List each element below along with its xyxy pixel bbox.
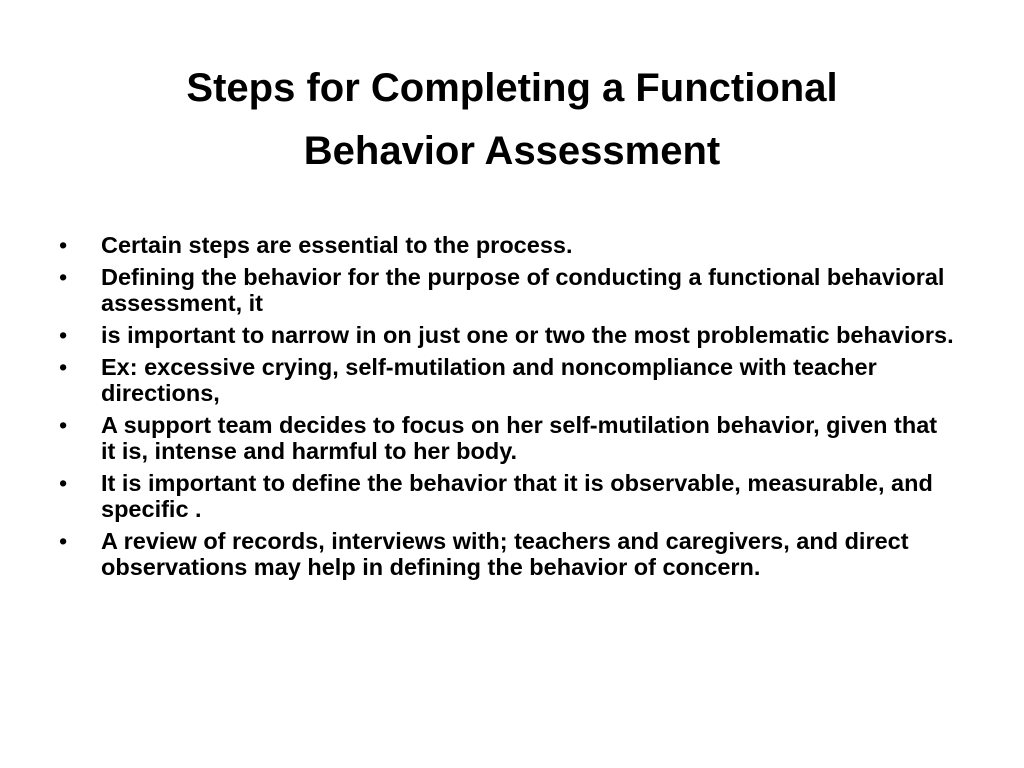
bullet-dot-icon: • — [59, 322, 68, 348]
slide-title-line-2: Behavior Assessment — [303, 128, 721, 173]
bullet-dot-icon: • — [59, 412, 68, 438]
bullet-dot-icon: • — [59, 232, 68, 258]
bullet-text-3: is important to narrow in on just one or two the most problematic behaviors. — [101, 322, 954, 348]
bullet-item-7 — [55, 528, 955, 580]
bullet-text-5: A support team decides to focus on her self-mutilation behavior, given that it is, intense and harmful to her body. — [101, 412, 938, 464]
bullet-item-2 — [55, 264, 955, 316]
bullet-item-3 — [55, 322, 955, 348]
bullet-item-6 — [55, 470, 955, 522]
bullet-dot-icon: • — [59, 470, 68, 496]
bullet-dot-icon: • — [59, 264, 68, 290]
bullet-list — [55, 232, 955, 586]
bullet-item-5 — [55, 412, 955, 464]
bullet-item-4 — [55, 354, 955, 406]
bullet-text-1: Certain steps are essential to the process. — [101, 232, 573, 258]
slide-title-line-1: Steps for Completing a Functional — [186, 65, 838, 110]
bullet-text-4: Ex: excessive crying, self-mutilation and noncompliance with teacher directions, — [101, 354, 877, 406]
slide-title — [0, 57, 1024, 183]
bullet-text-2: Defining the behavior for the purpose of conducting a functional behavioral assessment, it — [101, 264, 945, 316]
bullet-dot-icon: • — [59, 354, 68, 380]
bullet-text-6: It is important to define the behavior that it is observable, measurable, and specific . — [101, 470, 933, 522]
bullet-item-1 — [55, 232, 955, 258]
bullet-text-7: A review of records, interviews with; teachers and caregivers, and direct observations may help in defining the behavior of concern. — [101, 528, 909, 580]
bullet-dot-icon: • — [59, 528, 68, 554]
